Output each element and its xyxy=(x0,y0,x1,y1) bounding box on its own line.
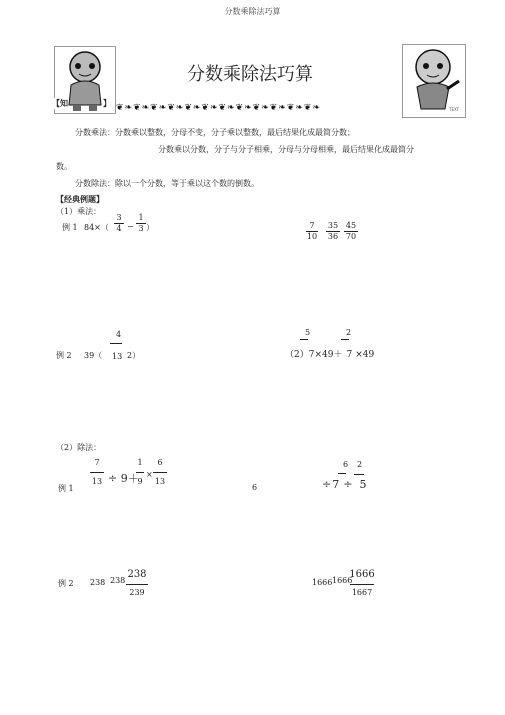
ex1-f2-num: 1 xyxy=(138,213,144,222)
d2-whole: 238 xyxy=(110,576,126,585)
d1-f2-den: 9 xyxy=(137,477,143,486)
ex2-r-f1-den: 7 xyxy=(308,350,315,360)
d2-right-fraction xyxy=(350,570,374,597)
ornament-border: ❦❧❦❧❦❧❦❧❦❧❦❧❦❧❦❧❦❧❦❧❦❧❦❧ xyxy=(116,103,321,113)
ex1-r-f2-num: 35 xyxy=(327,221,339,230)
d1-middle-number: 6 xyxy=(252,483,258,492)
ex2-label: 例 2 xyxy=(56,351,72,360)
banner-title: 分数乘除法巧算 xyxy=(187,64,313,85)
ex2-r-mid: ×49＋ xyxy=(314,350,343,360)
ex1-expr: 84×（ xyxy=(84,223,109,232)
fraction-bar xyxy=(153,472,167,473)
d1-op2: × xyxy=(146,470,153,479)
ex2-r-f2-den: 7 xyxy=(346,350,353,360)
d1-r-op: ÷ xyxy=(343,478,353,491)
examples-heading: 【经典例题】 xyxy=(56,194,104,204)
d1-fraction-3 xyxy=(153,459,167,486)
d2-int: 238 xyxy=(90,578,106,587)
ex2-r-tail: ×49 xyxy=(355,350,375,360)
ex1-fraction-2 xyxy=(136,214,146,233)
knowledge-tag-end: 】 xyxy=(103,98,111,108)
d2-r-whole: 1666 xyxy=(332,576,353,585)
ex1-label: 例 1 xyxy=(62,223,78,232)
ex2-tail: 2） xyxy=(127,351,141,360)
ex2-expr: 39（ xyxy=(84,351,103,360)
ex1-close: ） xyxy=(146,223,154,232)
d1-f3-num: 6 xyxy=(157,458,163,467)
rule-division: 分数除法：除以一个分数，等于乘以这个数的倒数。 xyxy=(75,179,259,188)
ex1-r-f2-den: 36 xyxy=(327,232,339,241)
d1-right-expr xyxy=(322,478,366,491)
ex1-f1-den: 4 xyxy=(116,224,122,233)
d2-f-num: 238 xyxy=(127,569,147,580)
ex1-r-f1-den: 10 xyxy=(306,232,318,241)
fraction-bar xyxy=(300,339,308,340)
d1-op1: ÷ 9＋ xyxy=(108,472,139,485)
ex1-r-f3-den: 70 xyxy=(345,232,357,241)
d2-r-f-den: 1667 xyxy=(351,588,373,597)
d1-f1-num: 7 xyxy=(94,458,100,467)
d1-r-div1: ÷ xyxy=(322,478,332,491)
d1-label: 例 1 xyxy=(58,484,74,493)
d1-r-f1-den: 7 xyxy=(332,478,340,491)
d1-r-f2-den: 5 xyxy=(359,478,367,491)
ex2-f-num: 4 xyxy=(116,330,122,339)
d1-fraction-2 xyxy=(136,459,144,486)
fraction-bar xyxy=(354,474,364,475)
d1-fraction-1 xyxy=(90,459,104,486)
rule-multiplication-line3: 数。 xyxy=(56,162,72,171)
part1-heading: （1）乘法： xyxy=(56,207,102,216)
ex2-r-f2-num: 2 xyxy=(346,328,352,337)
fraction-bar xyxy=(338,473,346,474)
ex2-right-expr xyxy=(285,347,374,360)
d1-r-f2-num: 2 xyxy=(357,460,363,469)
fraction-bar xyxy=(126,584,148,585)
d2-label: 例 2 xyxy=(58,579,74,588)
ex1-minus: − xyxy=(127,222,134,231)
d2-r-int: 1666 xyxy=(312,578,333,587)
d2-f-den: 239 xyxy=(129,588,145,597)
ex1-r-f3-num: 45 xyxy=(345,221,357,230)
d1-f1-den: 13 xyxy=(91,477,103,486)
part2-heading: （2）除法： xyxy=(56,443,102,452)
rule-multiplication-line2: 分数乘以分数，分子与分子相乘，分母与分母相乘，最后结果化成最简分 xyxy=(158,145,414,154)
mascot-caption: TEXT xyxy=(449,107,460,112)
ex2-f-den: 13 xyxy=(112,352,123,361)
mascot-right-image xyxy=(402,44,466,118)
ex2-r-f1-num: 5 xyxy=(305,328,311,337)
fraction-bar xyxy=(90,472,104,473)
d1-f3-den: 13 xyxy=(154,477,166,486)
d2-fraction xyxy=(126,570,148,597)
fraction-bar xyxy=(341,339,349,340)
ex1-right-fraction-3 xyxy=(344,222,358,241)
fraction-bar xyxy=(350,584,374,585)
ex1-f1-num: 3 xyxy=(116,213,122,222)
ex2-r-prefix: （2） xyxy=(285,350,309,360)
ex1-fraction-1 xyxy=(114,214,124,233)
ex1-right-fraction-2 xyxy=(326,222,340,241)
ex1-f2-den: 3 xyxy=(138,224,144,233)
knowledge-tag-start: 【知 xyxy=(52,98,68,108)
rule-multiplication-line1: 分数乘法：分数乘以整数，分母不变，分子乘以整数，最后结果化成最简分数； xyxy=(75,128,355,137)
d1-f2-num: 1 xyxy=(137,458,143,467)
ex1-r-f1-num: 7 xyxy=(309,221,315,230)
d2-r-f-num: 1666 xyxy=(349,569,375,580)
fraction-bar xyxy=(110,343,122,344)
ex1-right-fraction-1 xyxy=(306,222,318,241)
fraction-bar xyxy=(136,472,144,473)
knowledge-tag xyxy=(52,98,68,109)
d1-r-f1-num: 6 xyxy=(343,460,349,469)
page-header: 分数乘除法巧算 xyxy=(224,7,281,16)
